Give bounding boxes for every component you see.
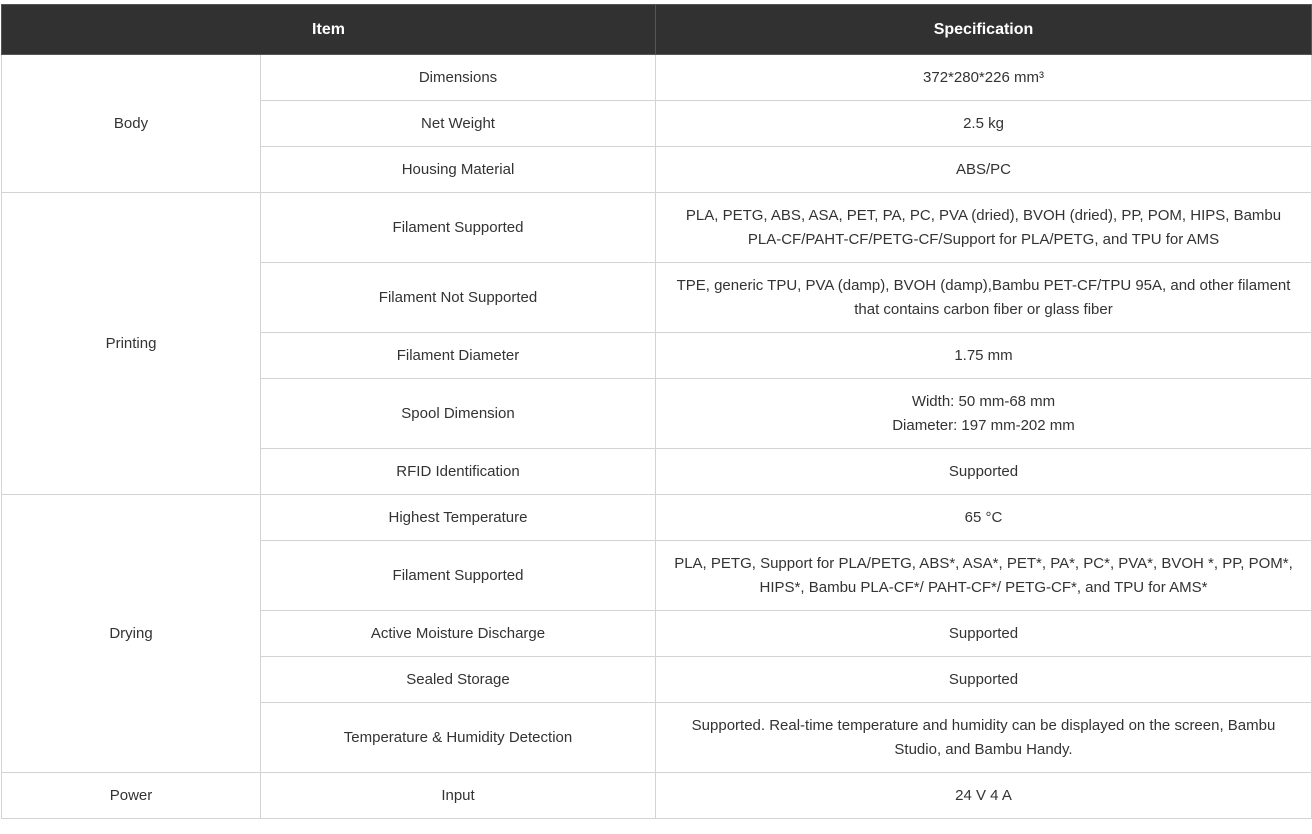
group-label-body: Body	[2, 55, 261, 193]
group-label-power: Power	[2, 773, 261, 819]
table-row	[2, 55, 1312, 101]
spec-cell: TPE, generic TPU, PVA (damp), BVOH (damp),Bambu PET-CF/TPU 95A, and other filament that contains carbon fiber or glass fiber	[656, 263, 1312, 333]
header-specification: Specification	[656, 5, 1312, 55]
item-cell: Sealed Storage	[261, 657, 656, 703]
spec-cell: 2.5 kg	[656, 101, 1312, 147]
spec-cell: ABS/PC	[656, 147, 1312, 193]
spec-cell: Supported	[656, 657, 1312, 703]
item-cell: Spool Dimension	[261, 379, 656, 449]
spec-cell: 24 V 4 A	[656, 773, 1312, 819]
spec-cell: PLA, PETG, Support for PLA/PETG, ABS*, ASA*, PET*, PA*, PC*, PVA*, BVOH *, PP, POM*, HIPS*, Bambu PLA-CF*/ PAHT-CF*/ PETG-CF*, and TPU for AMS*	[656, 541, 1312, 611]
spec-cell: Supported	[656, 611, 1312, 657]
spec-cell: 65 °C	[656, 495, 1312, 541]
table-row	[2, 193, 1312, 263]
item-cell: Filament Supported	[261, 541, 656, 611]
item-cell: Highest Temperature	[261, 495, 656, 541]
item-cell: Active Moisture Discharge	[261, 611, 656, 657]
table-header	[2, 5, 1312, 55]
group-label-printing: Printing	[2, 193, 261, 495]
spec-table	[1, 4, 1312, 819]
spec-cell: Supported. Real-time temperature and humidity can be displayed on the screen, Bambu Studio, and Bambu Handy.	[656, 703, 1312, 773]
table-row	[2, 495, 1312, 541]
header-item: Item	[2, 5, 656, 55]
item-cell: Dimensions	[261, 55, 656, 101]
item-cell: Filament Supported	[261, 193, 656, 263]
item-cell: Net Weight	[261, 101, 656, 147]
item-cell: Input	[261, 773, 656, 819]
spec-cell: Supported	[656, 449, 1312, 495]
spec-cell: 1.75 mm	[656, 333, 1312, 379]
group-label-drying: Drying	[2, 495, 261, 773]
item-cell: Filament Diameter	[261, 333, 656, 379]
item-cell: Filament Not Supported	[261, 263, 656, 333]
table-row	[2, 773, 1312, 819]
item-cell: Housing Material	[261, 147, 656, 193]
item-cell: Temperature & Humidity Detection	[261, 703, 656, 773]
spec-cell: Width: 50 mm-68 mm Diameter: 197 mm-202 mm	[656, 379, 1312, 449]
item-cell: RFID Identification	[261, 449, 656, 495]
header-row	[2, 5, 1312, 55]
spec-cell: PLA, PETG, ABS, ASA, PET, PA, PC, PVA (dried), BVOH (dried), PP, POM, HIPS, Bambu PLA-CF/PAHT-CF/PETG-CF/Support for PLA/PETG, and TPU for AMS	[656, 193, 1312, 263]
spec-cell: 372*280*226 mm³	[656, 55, 1312, 101]
table-body	[2, 55, 1312, 819]
